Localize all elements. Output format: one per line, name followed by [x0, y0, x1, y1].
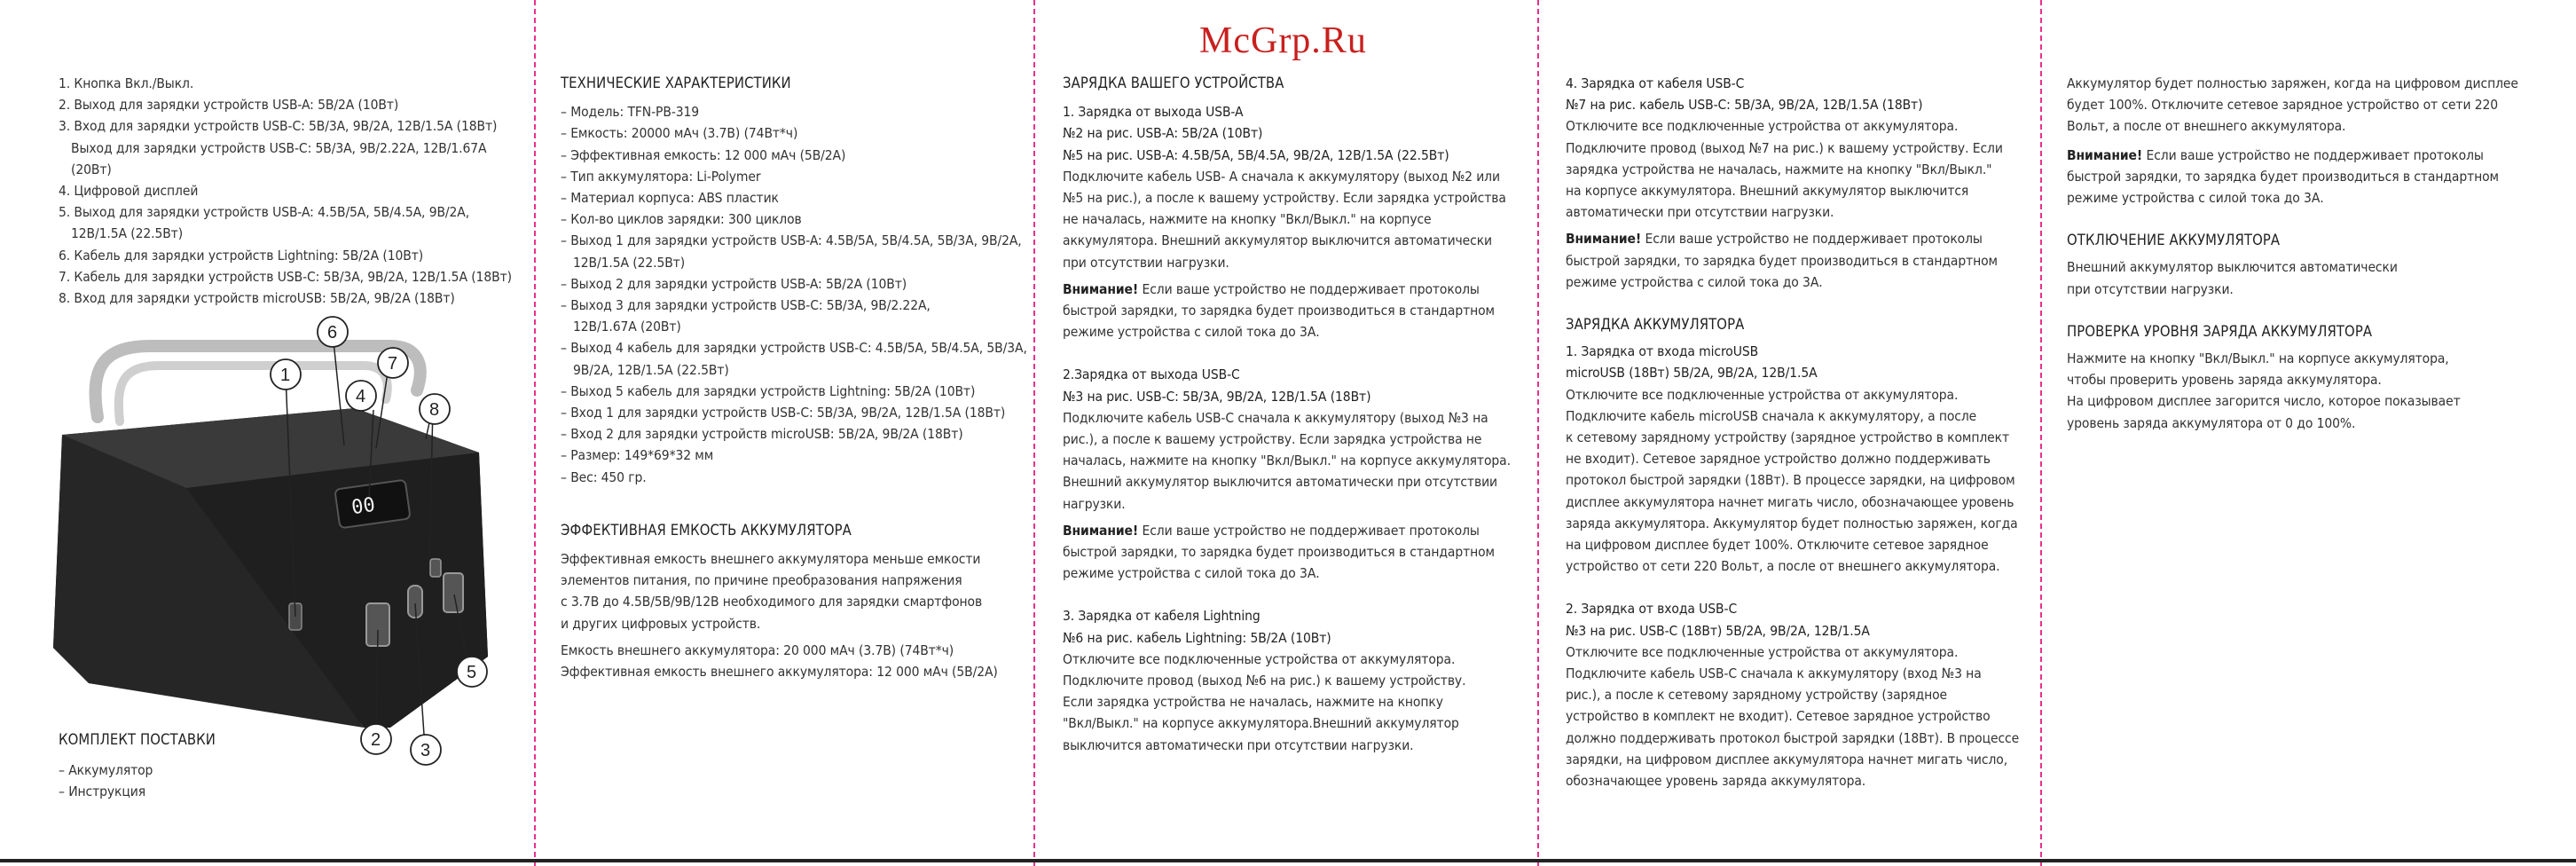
charge-level-title: ПРОВЕРКА УРОВНЯ ЗАРЯДА АККУМУЛЯТОРА [2067, 322, 2373, 340]
text-line: быстрой зарядки, то зарядка будет производиться в стандартном [1566, 252, 1998, 269]
spec-item: – Вход 1 для зарядки устройств USB-C: 5В/3А, 9В/2А, 12В/1.5А (18Вт) [561, 405, 1006, 421]
display-reading: 00 [349, 493, 377, 520]
section-subtitle: №2 на рис. USB-A: 5В/2А (10Вт) [1063, 125, 1263, 142]
text-line: режиме устройства с силой тока до 3А. [1063, 324, 1320, 341]
list-item: 8. Вход для зарядки устройств microUSB: 5В/2А, 9В/2А (18Вт) [59, 290, 455, 307]
list-item: 2. Выход для зарядки устройств USB-A: 5В/2А (10Вт) [59, 97, 399, 114]
callout-8: 8 [429, 400, 440, 420]
section-subtitle: №6 на рис. кабель Lightning: 5В/2А (10Вт) [1063, 629, 1331, 646]
text-line: нагрузки. [1063, 495, 1126, 512]
text-line: Если зарядка устройства не началась, нажмите на кнопку [1063, 694, 1443, 711]
kit-section [59, 729, 520, 803]
warning-line: Внимание! Если ваше устройство не поддерживает протоколы [1063, 522, 1480, 539]
watermark: McGrp.Ru [1199, 20, 1367, 61]
text-line: Внешний аккумулятор выключится автоматически [2067, 259, 2398, 276]
text-line: быстрой зарядки, то зарядка будет производиться в стандартном [1063, 303, 1495, 319]
microusb-port-8 [430, 559, 441, 577]
panel-charging-device [1063, 73, 1533, 756]
warning-label: Внимание! [1063, 522, 1139, 539]
callout-7: 7 [388, 354, 398, 374]
text-line: быстрой зарядки, то зарядка будет производиться в стандартном [1063, 544, 1495, 561]
fold-line [1033, 0, 1035, 866]
text-line: с 3.7В до 4.5В/5В/9В/12В необходимого для зарядки смартфонов [561, 594, 983, 610]
text-line: не началась, нажмите на кнопку "Вкл/Выкл." на корпусе [1063, 211, 1432, 228]
text-line: автоматически при отсутствии нагрузки. [1566, 204, 1834, 221]
list-item: 12В/1.5А (22.5Вт) [71, 225, 184, 242]
text-line: Нажмите на кнопку "Вкл/Выкл." на корпусе аккумулятора, [2067, 350, 2449, 367]
specs-list [561, 101, 1031, 488]
text-line: Отключите все подключенные устройства от аккумулятора. [1566, 643, 1959, 660]
text-line: выключится автоматически при отсутствии нагрузки. [1063, 736, 1414, 753]
text-line: и других цифровых устройств. [561, 615, 761, 632]
section-subtitle: №5 на рис. USB-A: 4.5В/5А, 5В/4.5А, 9В/2А, 12В/1.5А (22.5Вт) [1063, 146, 1449, 163]
section-subtitle: 3. Зарядка от кабеля Lightning [1063, 608, 1261, 625]
list-item: 6. Кабель для зарядки устройств Lightning: 5В/2А (10Вт) [59, 247, 424, 264]
component-list [59, 73, 529, 309]
text-line: элементов питания, по причине преобразования напряжения [561, 572, 962, 589]
text-line: Отключите все подключенные устройства от аккумулятора. [1566, 386, 1959, 403]
text-line: Емкость внешнего аккумулятора: 20 000 мАч (3.7В) (74Вт*ч) [561, 642, 954, 658]
text-line: На цифровом дисплее загорится число, которое показывает [2067, 393, 2461, 410]
charging-device-title: ЗАРЯДКА ВАШЕГО УСТРОЙСТВА [1063, 75, 1284, 91]
text-line: рис.), а после к сетевому зарядному устройству (зарядное [1566, 687, 1948, 704]
specs-title: ТЕХНИЧЕСКИЕ ХАРАКТЕРИСТИКИ [561, 75, 791, 91]
fold-line [2040, 0, 2042, 866]
panel-notes [2067, 73, 2564, 434]
text-line: зарядка устройства не началась, нажмите на кнопку "Вкл/Выкл." [1566, 161, 1992, 177]
spec-item: – Размер: 149*69*32 мм [561, 447, 714, 464]
warning-line: Внимание! Если ваше устройство не поддерживает протоколы [1566, 231, 1983, 248]
text-line: при отсутствии нагрузки. [1063, 254, 1229, 271]
spec-item: – Материал корпуса: ABS пластик [561, 190, 779, 207]
list-item: 7. Кабель для зарядки устройств USB-C: 5В/3А, 9В/2А, 12В/1.5А (18Вт) [59, 268, 512, 285]
fold-line [534, 0, 536, 866]
spec-item: – Эффективная емкость: 12 000 мАч (5В/2А) [561, 146, 846, 163]
spec-item: – Выход 5 кабель для зарядки устройств Lightning: 5В/2А (10Вт) [561, 382, 976, 399]
section-subtitle: №3 на рис. USB-C: 5В/3А, 9В/2А, 12В/1.5А (18Вт) [1063, 388, 1371, 405]
list-item: 3. Вход для зарядки устройств USB-C: 5В/3А, 9В/2А, 12В/1.5А (18Вт) [59, 118, 498, 135]
usb-a-port-5 [444, 573, 463, 612]
text-line: при отсутствии нагрузки. [2067, 280, 2234, 297]
section-subtitle: №7 на рис. кабель USB-C: 5В/3А, 9В/2А, 12В/1.5А (18Вт) [1566, 97, 1923, 114]
spec-item: – Вход 2 для зарядки устройств microUSB: 5В/2А, 9В/2А (18Вт) [561, 426, 963, 443]
text-line: Подключите кабель microUSB сначала к аккумулятору, а после [1566, 407, 1977, 424]
text-line: зарядки, на цифровом дисплее аккумулятора начнет мигать число, [1566, 751, 2008, 768]
bottom-rule [0, 859, 2576, 862]
text-line: №5 на рис.), а после к вашему устройству. Если зарядка устройства [1063, 190, 1506, 207]
text-line: рис.), а после к вашему устройству. Если зарядка устройства не [1063, 431, 1482, 448]
warning-label: Внимание! [1063, 280, 1139, 297]
text-line: чтобы проверить уровень заряда аккумулятора. [2067, 372, 2382, 389]
warning-label: Внимание! [2067, 146, 2143, 163]
kit-item: – Аккумулятор [59, 762, 153, 779]
section-subtitle: 4. Зарядка от кабеля USB-C [1566, 75, 1745, 91]
kit-title: КОМПЛЕКТ ПОСТАВКИ [59, 731, 216, 748]
warning-label: Внимание! [1566, 231, 1642, 248]
spec-item: – Выход 2 для зарядки устройств USB-A: 5В/2А (10Вт) [561, 275, 907, 292]
section-subtitle: №3 на рис. USB-C (18Вт) 5В/2А, 9В/2А, 12В/1.5А [1566, 622, 1870, 639]
kit-item: – Инструкция [59, 783, 145, 800]
spec-item: – Вес: 450 гр. [561, 468, 647, 485]
text-line: на корпусе аккумулятора. Внешний аккумулятор выключится [1566, 183, 1969, 200]
text-line: Подключите кабель USB- A сначала к аккумулятору (выход №2 или [1063, 168, 1500, 185]
list-item: 5. Выход для зарядки устройств USB-A: 4.5В/5А, 5В/4.5А, 9В/2А, [59, 204, 470, 221]
text-line: на цифровом дисплее будет 100%. Отключите сетевое зарядное [1566, 537, 1989, 554]
spec-item: – Выход 3 для зарядки устройств USB-C: 5В/3А, 9В/2.22А, [561, 297, 931, 314]
text-line: Подключите провод (выход №7 на рис.) к вашему устройству. Если [1566, 139, 2003, 156]
text-line: Подключите кабель USB-C сначала к аккумулятору (вход №3 на [1566, 665, 1982, 682]
text-line: режиме устройства с силой тока до 3А. [2067, 190, 2324, 207]
text-line: уровень заряда аккумулятора от 0 до 100%. [2067, 414, 2356, 431]
text-line: Подключите кабель USB-C сначала к аккумулятору (выход №3 на [1063, 409, 1488, 426]
list-item: Выход для зарядки устройств USB-C: 5В/3А, 9В/2.22А, 12В/1.67А (20Вт) [71, 139, 487, 177]
section-subtitle: 1. Зарядка от входа microUSB [1566, 343, 1759, 360]
text-line: должно поддерживать протокол быстрой зарядки (18Вт). В процессе [1566, 729, 2020, 746]
text-line: будет 100%. Отключите сетевое зарядное устройство от сети 220 [2067, 97, 2499, 114]
section-subtitle: 1. Зарядка от выхода USB-A [1063, 104, 1244, 121]
spec-item: – Выход 1 для зарядки устройств USB-A: 4.5В/5А, 5В/4.5А, 5В/3А, 9В/2А, [561, 232, 1022, 249]
callout-1: 1 [280, 366, 291, 385]
spec-item: 12В/1.5А (22.5Вт) [573, 254, 686, 271]
section-subtitle: microUSB (18Вт) 5В/2А, 9В/2А, 12В/1.5А [1566, 365, 1818, 382]
text-line: заряда аккумулятора. Аккумулятор будет полностью заряжен, когда [1566, 515, 2018, 531]
text-line: Отключите все подключенные устройства от аккумулятора. [1063, 650, 1456, 667]
warning-line: Внимание! Если ваше устройство не поддерживает протоколы [1063, 280, 1480, 297]
panel-specs [561, 73, 1031, 682]
callout-2: 2 [371, 730, 381, 750]
text-line: Внешний аккумулятор выключится автоматически при отсутствии [1063, 474, 1497, 491]
text-line: Отключите все подключенные устройства от аккумулятора. [1566, 118, 1959, 135]
text-line: протокол быстрой зарядки (18Вт). В процессе зарядки, на цифровом [1566, 472, 2015, 489]
text-line: Подключите провод (выход №6 на рис.) к вашему устройству. [1063, 673, 1466, 689]
list-item: 4. Цифровой дисплей [59, 183, 199, 200]
text-line: аккумулятора. Внешний аккумулятор выключится автоматически [1063, 232, 1493, 249]
warning-line: Внимание! Если ваше устройство не поддерживает протоколы [2067, 146, 2484, 163]
text-line: устройство в комплект не входит). Сетевое зарядное устройство [1566, 708, 1991, 725]
panel-components [59, 73, 529, 309]
spec-item: – Кол-во циклов зарядки: 300 циклов [561, 211, 802, 228]
text-line: режиме устройства с силой тока до 3А. [1063, 565, 1320, 582]
battery-charging-title: ЗАРЯДКА АККУМУЛЯТОРА [1566, 316, 1745, 334]
text-line: не входит). Сетевое зарядное устройство должно поддерживать [1566, 451, 1991, 468]
callout-6: 6 [327, 323, 338, 342]
shutdown-title: ОТКЛЮЧЕНИЕ АККУМУЛЯТОРА [2067, 232, 2281, 249]
spec-item: – Выход 4 кабель для зарядки устройств USB-C: 4.5В/5А, 5В/4.5А, 5В/3А, [561, 340, 1027, 357]
spec-item: – Модель: TFN-PB-319 [561, 104, 700, 121]
spec-item: – Тип аккумулятора: Li-Polymer [561, 168, 761, 185]
powerbank-illustration [35, 311, 514, 772]
text-line: Эффективная емкость внешнего аккумулятора: 12 000 мАч (5В/2А) [561, 664, 998, 681]
spec-item: 9В/2А, 12В/1.5А (22.5Вт) [573, 361, 729, 378]
text-line: Эффективная емкость внешнего аккумулятора меньше емкости [561, 551, 981, 568]
text-line: устройство от сети 220 Вольт, а после от внешнего аккумулятора. [1566, 558, 2000, 575]
spec-item: 12В/1.67А (20Вт) [573, 319, 681, 335]
list-item: 1. Кнопка Вкл./Выкл. [59, 75, 194, 91]
text-line: быстрой зарядки, то зарядка будет производиться в стандартном [2067, 168, 2499, 185]
text-line: Аккумулятор будет полностью заряжен, когда на цифровом дисплее [2067, 75, 2518, 91]
text-line: обозначающее уровень заряда аккумулятора. [1566, 773, 1866, 790]
section-subtitle: 2. Зарядка от входа USB-C [1566, 601, 1738, 618]
text-line: режиме устройства с силой тока до 3А. [1566, 273, 1823, 290]
effective-capacity-title: ЭФФЕКТИВНАЯ ЕМКОСТЬ АККУМУЛЯТОРА [561, 521, 852, 539]
callout-5: 5 [467, 663, 477, 682]
text-line: к сетевому зарядному устройству (зарядное устройство в комплект [1566, 429, 2009, 446]
text-line: Вольт, а после от внешнего аккумулятора. [2067, 118, 2346, 135]
panel-charging-cable-and-battery [1566, 73, 2036, 791]
text-line: началась, нажмите на кнопку "Вкл/Выкл." на корпусе аккумулятора. [1063, 453, 1511, 469]
spec-item: – Емкость: 20000 мАч (3.7В) (74Вт*ч) [561, 125, 798, 142]
text-line: дисплее аккумулятора начнет мигать число, обозначающее уровень [1566, 493, 2014, 510]
text-line: "Вкл/Выкл." на корпусе аккумулятора.Внешний аккумулятор [1063, 715, 1459, 732]
callout-4: 4 [356, 387, 366, 406]
fold-line [1537, 0, 1539, 866]
callout-3: 3 [420, 741, 431, 760]
section-subtitle: 2.Зарядка от выхода USB-C [1063, 366, 1240, 383]
